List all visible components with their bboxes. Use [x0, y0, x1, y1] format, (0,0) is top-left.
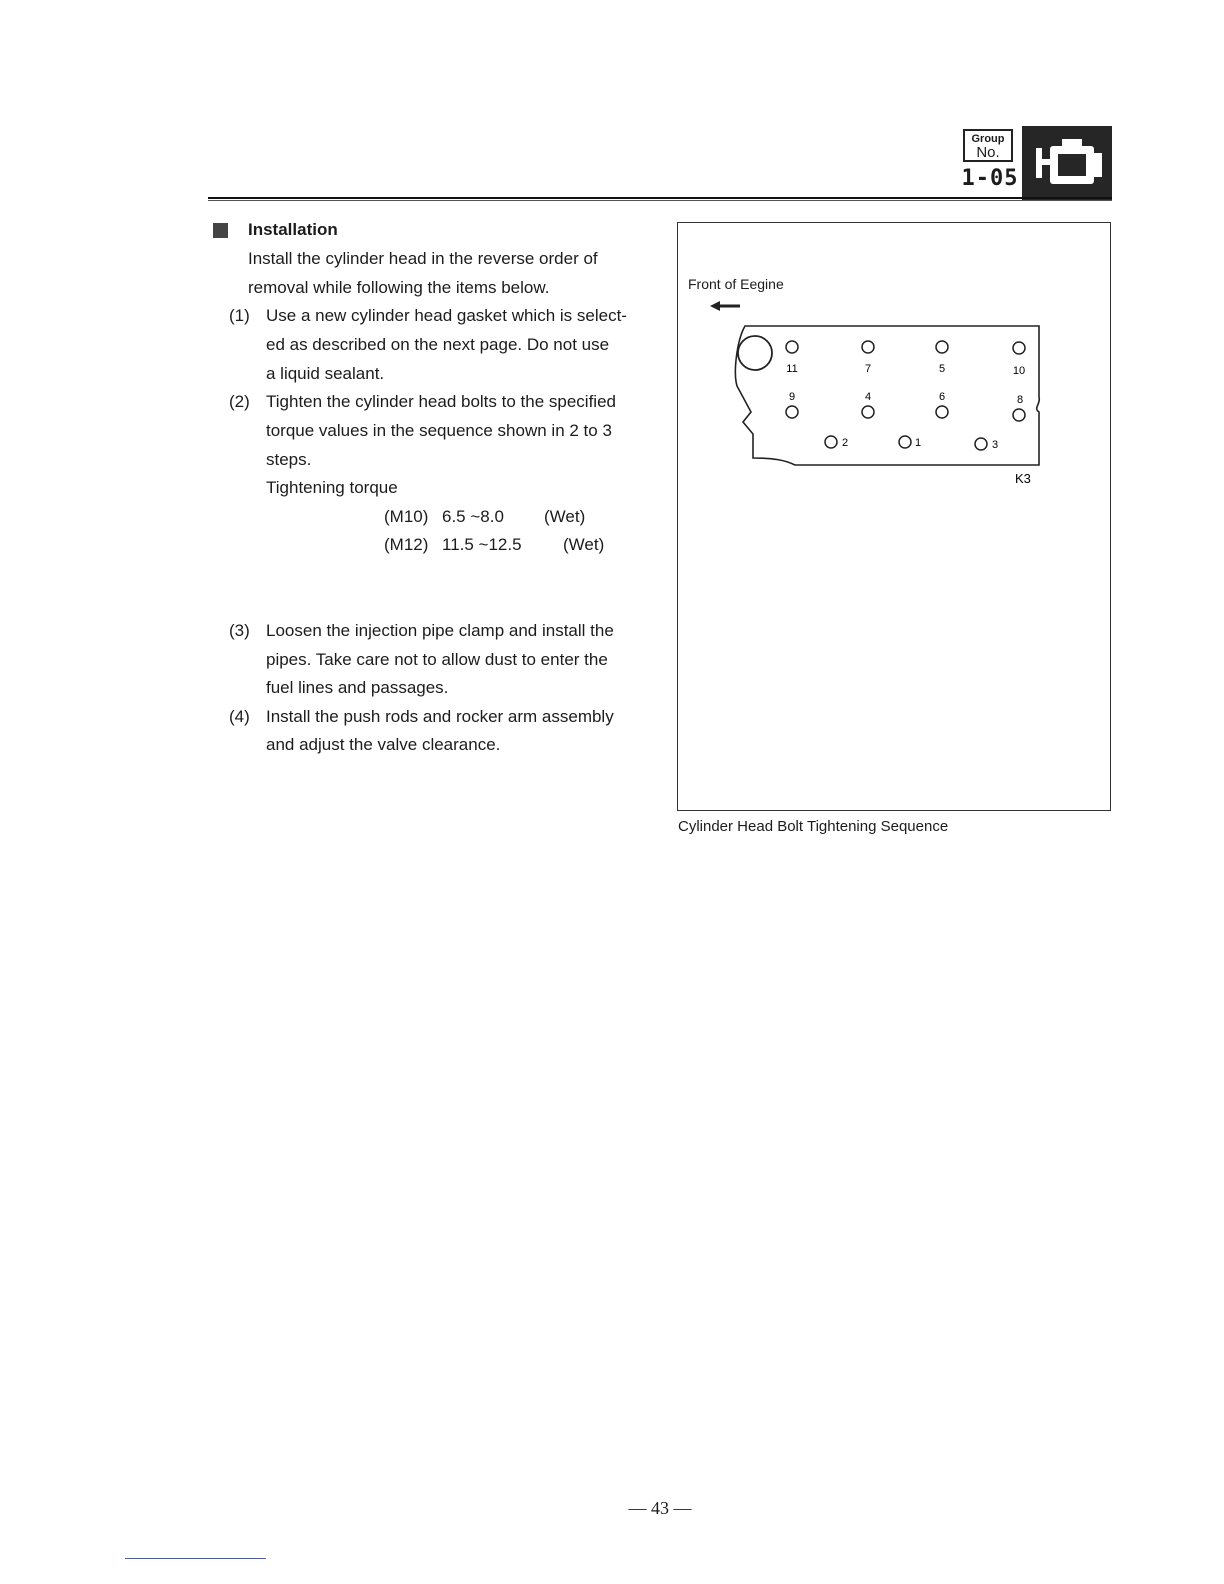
item-3-line-3: fuel lines and passages. — [266, 678, 449, 697]
figure-caption: Cylinder Head Bolt Tightening Sequence — [678, 818, 949, 835]
bolt-9-label: 9 — [788, 391, 796, 403]
item-1-line-1: Use a new cylinder head gasket which is select- — [266, 306, 627, 325]
engine-icon-graphic — [1022, 126, 1112, 200]
item-4-line-2: and adjust the valve clearance. — [266, 735, 501, 754]
bolt-4-label: 4 — [864, 391, 872, 403]
no-label: No. — [976, 144, 1000, 161]
item-2-number: (2) — [229, 392, 250, 411]
item-3-number: (3) — [229, 621, 250, 640]
bolt-8 — [1013, 409, 1025, 421]
bolt-4 — [862, 406, 874, 418]
item-3-line-2: pipes. Take care not to allow dust to enter the — [266, 650, 608, 669]
group-number-box — [963, 129, 1013, 162]
torque-m10-range: 6.5 ~8.0 — [442, 507, 504, 526]
bolt-11-label: 11 — [786, 363, 798, 375]
bolt-1-label: 1 — [915, 437, 922, 449]
item-4-line-1: Install the push rods and rocker arm assembly — [266, 707, 614, 726]
torque-m12-size: (M12) — [384, 535, 429, 554]
bolt-5-label: 5 — [938, 363, 946, 375]
section-marker — [213, 223, 228, 238]
bolt-7 — [862, 341, 874, 353]
item-1-line-3: a liquid sealant. — [266, 364, 385, 383]
item-1-number: (1) — [229, 306, 250, 325]
group-label: Group — [971, 133, 1005, 145]
item-4-number: (4) — [229, 707, 250, 726]
page-number: — 43 — — [628, 1498, 692, 1518]
torque-m12-condition: (Wet) — [563, 535, 605, 554]
item-3-line-1: Loosen the injection pipe clamp and install the — [266, 621, 614, 640]
bolt-3 — [975, 438, 987, 450]
group-number: 1-05 — [961, 166, 1019, 191]
item-1-line-2: ed as described on the next page. Do not use — [266, 335, 610, 354]
header-rule-thin — [208, 200, 1112, 201]
torque-m10-size: (M10) — [384, 507, 429, 526]
section-title: Installation — [248, 220, 338, 239]
intro-line-1: Install the cylinder head in the reverse order of — [248, 249, 598, 268]
item-2-line-3: steps. — [266, 450, 312, 469]
intro-line-2: removal while following the items below. — [248, 278, 550, 297]
glow-plug-hole — [738, 336, 772, 370]
bolt-2-label: 2 — [842, 437, 849, 449]
model-label: K3 — [1015, 471, 1031, 486]
torque-title: Tightening torque — [266, 478, 398, 497]
bolt-2 — [825, 436, 837, 448]
front-arrow-icon — [710, 301, 740, 311]
bolt-sequence-diagram — [677, 222, 1111, 811]
bolt-5 — [936, 341, 948, 353]
bolt-8-label: 8 — [1016, 394, 1024, 406]
bottom-edge-line — [125, 1558, 266, 1559]
bolt-6 — [936, 406, 948, 418]
bolt-10-label: 10 — [1012, 365, 1026, 377]
item-2-line-2: torque values in the sequence shown in 2 to 3 — [266, 421, 612, 440]
bolt-11 — [786, 341, 798, 353]
front-of-engine-label: Front of Eegine — [688, 276, 784, 292]
bolt-10 — [1013, 342, 1025, 354]
torque-m10-condition: (Wet) — [544, 507, 586, 526]
bolt-6-label: 6 — [938, 391, 946, 403]
bolt-9 — [786, 406, 798, 418]
item-2-line-1: Tighten the cylinder head bolts to the specified — [266, 392, 616, 411]
bolt-1 — [899, 436, 911, 448]
bolt-7-label: 7 — [864, 363, 872, 375]
bolt-3-label: 3 — [992, 439, 999, 451]
torque-m12-range: 11.5 ~12.5 — [442, 535, 522, 554]
header-rule — [208, 197, 1112, 199]
engine-icon — [1022, 126, 1112, 200]
